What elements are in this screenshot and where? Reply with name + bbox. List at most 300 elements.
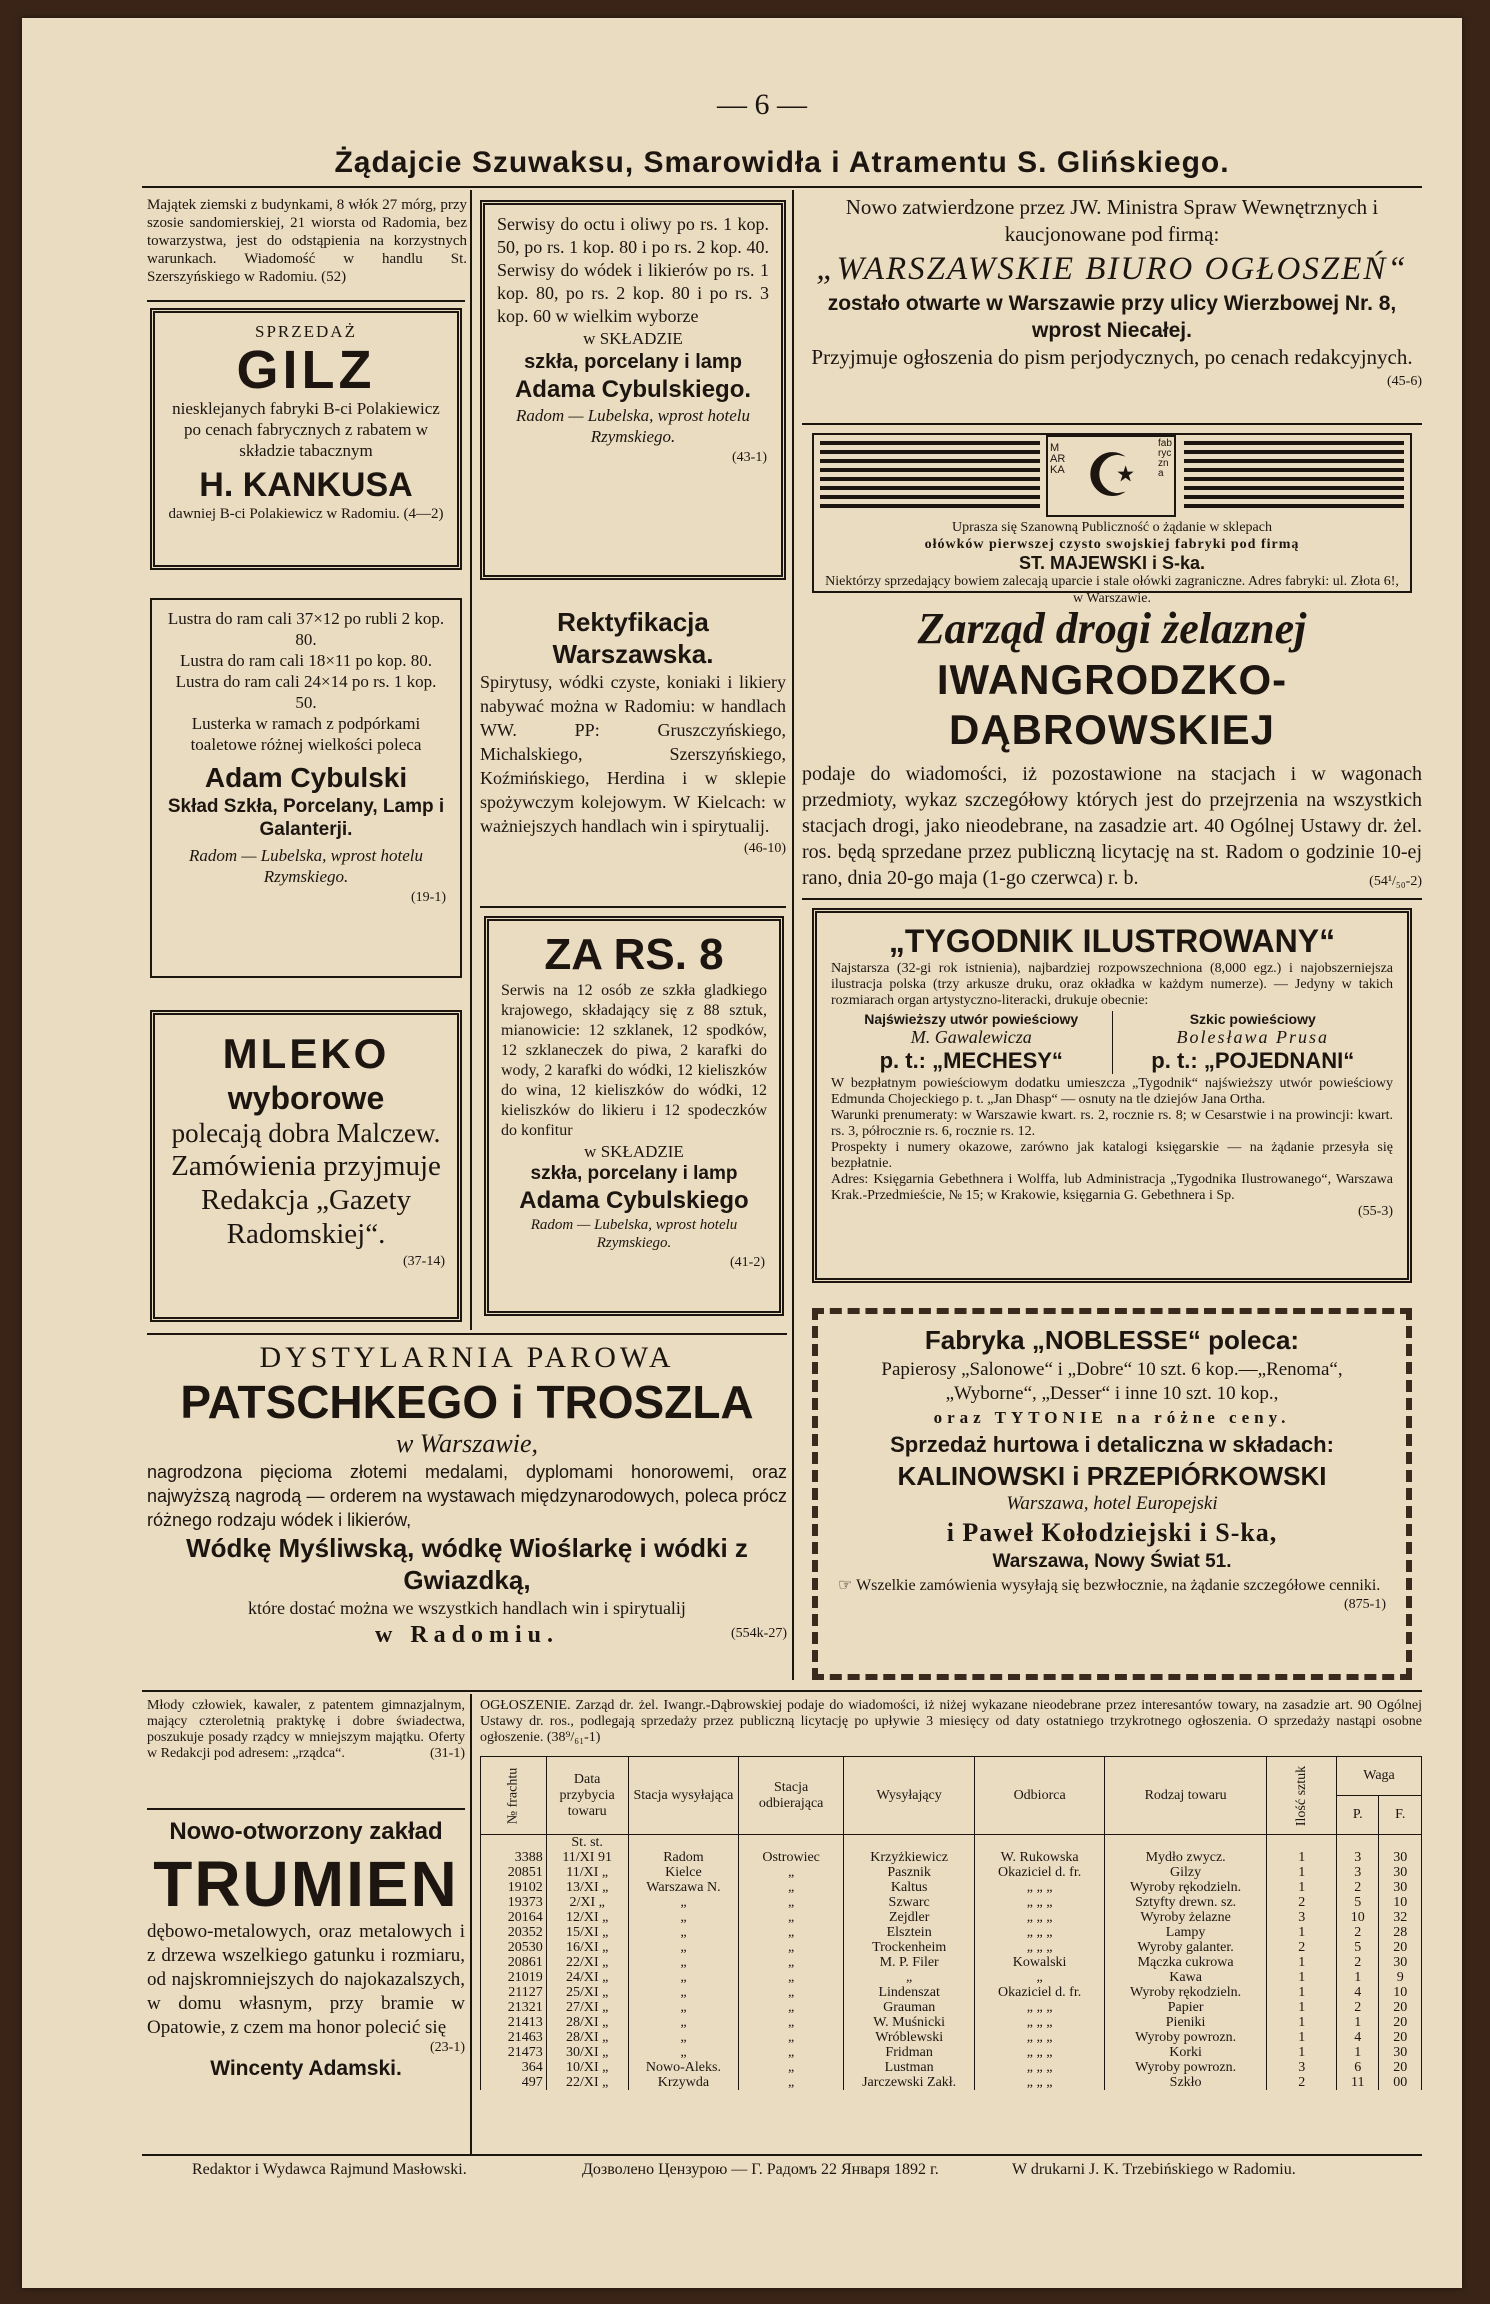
table-cell: Wyroby rękodzieln. xyxy=(1104,1985,1267,2000)
table-row xyxy=(481,2000,1422,2015)
tygodnik-works xyxy=(817,1009,1407,1074)
tygodnik-p1: W bezpłatnym powieściowym dodatku umieszcza „Tygodnik“ najświeższy utwór powieściowy Edmunda Chojeckiego p. t. „Jan Dhasp“ — osnuty na tle dziejów Jana Ortha. xyxy=(831,1076,1393,1107)
table-cell: 1 xyxy=(1267,2015,1337,2030)
table-row xyxy=(481,1985,1422,2000)
col-header-text: № frachtu xyxy=(505,1767,521,1824)
biuro-name: „WARSZAWSKIE BIURO OGŁOSZEŃ“ xyxy=(816,251,1408,287)
freight-header-row xyxy=(481,1757,1422,1796)
table-row xyxy=(481,1955,1422,1970)
glass-service-name: Adama Cybulskiego xyxy=(519,1187,749,1214)
table-cell: 4 xyxy=(1337,2030,1379,2045)
table-cell: 20851 xyxy=(481,1865,547,1880)
table-cell: 2 xyxy=(1337,1880,1379,1895)
table-cell: 30 xyxy=(1379,1955,1422,1970)
stripes-right xyxy=(1184,441,1404,509)
stripes-left xyxy=(820,441,1040,509)
trademark-fabryczna: fabryczna xyxy=(1158,438,1172,479)
table-cell: „ xyxy=(628,2015,739,2030)
table-cell: 30 xyxy=(1379,1865,1422,1880)
glass-service-text: Serwis na 12 osób ze szkła gladkiego krajowego, składający się z 88 sztuk, mianowicie: 12 szklanek, 12 spodków, 12 szklaneczek do piwa, 2 karafki do wody, 2 karafki do wódki, 12 kieliszków do wina, 12 kieliszków do wódki, 12 kieliszków do likieru i 12 spodeczków do konfitur xyxy=(501,982,767,1139)
railway-text: podaje do wiadomości, iż pozostawione na stacjach i w wagonach przedmioty, wykaz szczegółowy których jest do przejrzenia na wszystkich stacjach drogi, jako nieodebrane, na zasadzie art. 40 Ogólnej Ustawy dr. żel. ros. będą sprzedane przez publiczną licytację na st. Radom o godzinie 10-ej rano, dnia 20-go maja (1-go czerwca) r. b. xyxy=(802,763,1422,889)
table-cell xyxy=(628,1835,739,1851)
table-cell: 2 xyxy=(1337,2000,1379,2015)
mirrors-shop: Skład Szkła, Porcelany, Lamp i Galanterji. xyxy=(167,796,445,840)
table-cell: Trockenheim xyxy=(843,1940,975,1955)
young-man-code: (31-1) xyxy=(430,1746,465,1761)
table-cell: 10/XI „ xyxy=(546,2060,628,2075)
vinegar-address: Radom — Lubelska, wprost hotelu Rzymskiego. xyxy=(515,406,751,446)
footer-editor: Redaktor i Wydawca Rajmund Masłowski. xyxy=(192,2161,467,2178)
trademark-emblem xyxy=(1046,435,1176,517)
majewski-ad xyxy=(812,433,1412,606)
table-cell: „ xyxy=(628,2000,739,2015)
table-cell: „ xyxy=(739,1865,844,1880)
table-cell: 10 xyxy=(1379,1985,1422,2000)
glass-service-ad xyxy=(484,916,784,1316)
glass-service-where: w SKŁADZIE xyxy=(584,1142,684,1161)
noblesse-note-row xyxy=(818,1574,1406,1612)
coffin-title: TRUMIEN xyxy=(153,1848,459,1920)
table-cell: 20 xyxy=(1379,2030,1422,2045)
table-cell: 5 xyxy=(1337,1940,1379,1955)
table-row xyxy=(481,2045,1422,2060)
table-cell: Kaltus xyxy=(843,1880,975,1895)
mirrors-code: (19-1) xyxy=(411,890,446,905)
table-cell: Jarczewski Zakł. xyxy=(843,2075,975,2090)
mirrors-list xyxy=(152,600,460,755)
table-cell: „ xyxy=(739,2060,844,2075)
table-cell: 32 xyxy=(1379,1910,1422,1925)
table-cell: Sztyfty drewn. sz. xyxy=(1104,1895,1267,1910)
noblesse-line3: Sprzedaż hurtowa i detaliczna w składach: xyxy=(890,1432,1334,1457)
table-cell: 28/XI „ xyxy=(546,2030,628,2045)
table-cell: 30 xyxy=(1379,1880,1422,1895)
estate-ad: Majątek ziemski z budynkami, 8 włók 27 mórg, przy szosie sandomierskiej, 21 wiorsta od Radomia, bez towarzystwa, jest do odstąpienia na korzystnych warunkach. Wiadomość w handlu St. Szerszyńskiego w Radomiu. (52) xyxy=(147,197,467,285)
milk-body: polecają dobra Malczew. xyxy=(171,1118,441,1148)
table-cell: 30 xyxy=(1379,1850,1422,1865)
distillery-text1: nagrodzona pięcioma złotemi medalami, dyplomami honorowemi, oraz najwyższą nagrodą — orderem na wystawach międzynarodowych, poleca prócz różnego rodzaju wódek i likierów, xyxy=(147,1462,787,1530)
distillery-ad xyxy=(147,1340,787,1650)
table-row xyxy=(481,2030,1422,2045)
railway-title2: IWANGRODZKO-DĄBROWSKIEJ xyxy=(936,656,1288,753)
notice-code: (38⁹/₆₁-1) xyxy=(546,1730,601,1745)
table-cell: 15/XI „ xyxy=(546,1925,628,1940)
noblesse-addr1: Warszawa, hotel Europejski xyxy=(1006,1493,1218,1514)
table-cell: Okaziciel d. fr. xyxy=(975,1985,1104,2000)
table-cell: „ xyxy=(739,2030,844,2045)
vinegar-where: w SKŁADZIE xyxy=(583,329,683,348)
rektyfikacja-title: Rektyfikacja Warszawska. xyxy=(552,607,714,669)
table-cell: 20352 xyxy=(481,1925,547,1940)
table-cell: Okaziciel d. fr. xyxy=(975,1865,1104,1880)
table-cell: 21321 xyxy=(481,2000,547,2015)
table-cell: Grauman xyxy=(843,2000,975,2015)
gilz-ad xyxy=(150,308,462,570)
table-cell: 11/XI „ xyxy=(546,1865,628,1880)
table-cell: „ xyxy=(628,1895,739,1910)
table-cell: 20 xyxy=(1379,2060,1422,2075)
tygodnik-p3: Prospekty i numery okazowe, zarówno jak katalogi księgarskie — na żądanie przesyła się bezpłatnie. xyxy=(831,1140,1393,1171)
biuro-line2: zostało otwarte w Warszawie przy ulicy Wierzbowej Nr. 8, wprost Niecałej. xyxy=(827,292,1397,342)
table-cell: „ xyxy=(739,1940,844,1955)
table-cell: 24/XI „ xyxy=(546,1970,628,1985)
mirrors-ad xyxy=(150,598,462,978)
separator xyxy=(802,423,1422,425)
table-row xyxy=(481,1940,1422,1955)
table-cell: „ „ „ xyxy=(975,2045,1104,2060)
table-cell: M. P. Filer xyxy=(843,1955,975,1970)
table-cell: 3 xyxy=(1337,1865,1379,1880)
table-cell: 21473 xyxy=(481,2045,547,2060)
table-cell: 20 xyxy=(1379,1940,1422,1955)
milk-code: (37-14) xyxy=(403,1254,445,1269)
table-cell: 28/XI „ xyxy=(546,2015,628,2030)
tygodnik-intro: Najstarsza (32-gi rok istnienia), najbardziej rozpowszechniona (8,000 egz.) i najobszerniejsza ilustracja polska (trzy arkusze druku, oraz okładka w każdym numerze). — Jedyny w takich rozmiarach organ artystyczno-literacki, drukuje obecnie: xyxy=(831,961,1393,1008)
gilz-seller: H. KANKUSA xyxy=(199,466,413,504)
table-cell: 3 xyxy=(1267,2060,1337,2075)
table-row xyxy=(481,1865,1422,1880)
table-cell: 1 xyxy=(1267,1955,1337,1970)
table-cell: „ „ „ xyxy=(975,2015,1104,2030)
table-cell: Lampy xyxy=(1104,1925,1267,1940)
table-cell: 20530 xyxy=(481,1940,547,1955)
table-cell: „ xyxy=(628,1955,739,1970)
table-row xyxy=(481,2015,1422,2030)
table-cell: Wróblewski xyxy=(843,2030,975,2045)
table-cell: 11 xyxy=(1337,2075,1379,2090)
table-cell: 16/XI „ xyxy=(546,1940,628,1955)
table-cell: „ „ „ xyxy=(975,2075,1104,2090)
table-cell: „ xyxy=(739,1895,844,1910)
majewski-line3: Niektórzy sprzedający bowiem zalecają uparcie i stale ołówki zagraniczne. Adres fabryki: ul. Złota 6!, w Warszawie. xyxy=(825,574,1399,606)
table-cell: Lustman xyxy=(843,2060,975,2075)
table-cell: Kowalski xyxy=(975,1955,1104,1970)
table-cell: 1 xyxy=(1267,1985,1337,2000)
rektyfikacja-ad xyxy=(480,606,786,859)
left-head: Najświeższy utwór powieściowy xyxy=(864,1011,1079,1027)
railway-notice xyxy=(480,1698,1422,1746)
table-cell xyxy=(1267,1835,1337,1851)
mirrors-address: Radom — Lubelska, wprost hotelu Rzymskiego. xyxy=(188,846,424,886)
table-cell: Fridman xyxy=(843,2045,975,2060)
table-cell xyxy=(739,1835,844,1851)
distillery-text3: które dostać można we wszystkich handlach win i spirytualij xyxy=(248,1598,686,1618)
table-cell: 1 xyxy=(1267,1850,1337,1865)
table-cell: 1 xyxy=(1337,1970,1379,1985)
col-header xyxy=(1267,1757,1337,1835)
table-cell: 27/XI „ xyxy=(546,2000,628,2015)
table-cell: „ „ „ xyxy=(975,1880,1104,1895)
distillery-text2: Wódkę Myśliwską, wódkę Wioślarkę i wódki z Gwiazdką, xyxy=(186,1533,748,1595)
table-cell xyxy=(1337,1835,1379,1851)
table-row xyxy=(481,1970,1422,1985)
glass-service-goods: szkła, porcelany i lamp xyxy=(530,1163,738,1184)
vinegar-name: Adama Cybulskiego. xyxy=(514,376,752,403)
table-cell: 21127 xyxy=(481,1985,547,2000)
table-cell: 20861 xyxy=(481,1955,547,1970)
table-cell: Korki xyxy=(1104,2045,1267,2060)
distillery-line3: w Warszawie, xyxy=(395,1429,539,1458)
column-rule-bottom xyxy=(470,1694,472,2154)
tygodnik-ad xyxy=(812,908,1412,1283)
table-cell: 4 xyxy=(1337,1985,1379,2000)
separator xyxy=(142,1690,1422,1692)
table-cell: Wyroby powrozn. xyxy=(1104,2030,1267,2045)
table-cell: Krzyżkiewicz xyxy=(843,1850,975,1865)
table-cell: 2 xyxy=(1337,1955,1379,1970)
table-cell: „ xyxy=(739,1970,844,1985)
noblesse-addr2: Warszawa, Nowy Świat 51. xyxy=(992,1551,1232,1572)
coffin-body: dębowo-metalowych, oraz metalowych i z drzewa wszelkiego gatunku i rozmiaru, od najskromniejszych do najokazalszych, w domu własnym, przy bramie w Opatowie, z czem ma honor polecić się xyxy=(147,1921,465,2038)
footer-printer: W drukarni J. K. Trzebińskiego w Radomiu. xyxy=(1012,2161,1296,2178)
table-cell: 20 xyxy=(1379,2000,1422,2015)
tygodnik-left-work xyxy=(831,1011,1113,1074)
table-cell: Warszawa N. xyxy=(628,1880,739,1895)
footer-censor: Дозволено Цензурою — Г. Радомъ 22 Января 1892 г. xyxy=(582,2161,939,2178)
majewski-line1: Uprasza się Szanowną Publiczność o żądanie w sklepach xyxy=(952,520,1272,535)
biuro-line3: Przyjmuje ogłoszenia do pism perjodycznych, po cenach redakcyjnych. xyxy=(811,345,1413,369)
right-author: Bolesława Prusa xyxy=(1176,1027,1329,1047)
distillery-line1: DYSTYLARNIA PAROWA xyxy=(259,1341,675,1374)
table-cell: 2 xyxy=(1267,1895,1337,1910)
table-cell: „ xyxy=(628,1970,739,1985)
table-cell: Lindenszat xyxy=(843,1985,975,2000)
table-row xyxy=(481,1895,1422,1910)
pointing-hand-icon: ☞ xyxy=(838,1577,853,1594)
table-cell: 10 xyxy=(1379,1895,1422,1910)
table-cell: Elsztein xyxy=(843,1925,975,1940)
crescent-star-icon: ☪ xyxy=(1085,443,1139,509)
table-cell: Papier xyxy=(1104,2000,1267,2015)
table-cell: 00 xyxy=(1379,2075,1422,2090)
coffin-name: Wincenty Adamski. xyxy=(210,2057,402,2080)
vinegar-goods: szkła, porcelany i lamp xyxy=(524,351,742,373)
table-cell: 3 xyxy=(1267,1910,1337,1925)
table-cell: 3388 xyxy=(481,1850,547,1865)
mirrors-line: Lustra do ram cali 24×14 po rs. 1 kop. 50. xyxy=(175,672,437,712)
rektyfikacja-code: (46-10) xyxy=(744,841,786,856)
table-cell: Mączka cukrowa xyxy=(1104,1955,1267,1970)
table-cell xyxy=(843,1835,975,1851)
table-cell: „ xyxy=(739,1925,844,1940)
table-cell: „ „ „ xyxy=(975,2000,1104,2015)
table-cell: Szkło xyxy=(1104,2075,1267,2090)
table-row xyxy=(481,1850,1422,1865)
freight-body xyxy=(481,1835,1422,2091)
table-cell: Radom xyxy=(628,1850,739,1865)
table-cell: W. Rukowska xyxy=(975,1850,1104,1865)
railway-ad xyxy=(802,603,1422,892)
vinegar-code: (43-1) xyxy=(732,450,767,465)
separator xyxy=(147,1808,465,1810)
mirrors-line: Lustra do ram cali 37×12 po rubli 2 kop. 80. xyxy=(167,609,445,649)
table-cell: „ xyxy=(739,2015,844,2030)
noblesse-code: (875-1) xyxy=(1344,1597,1386,1612)
tygodnik-p2: Warunki prenumeraty: w Warszawie kwart. rs. 2, rocznie rs. 8; w Cesarstwie i na prowincji: kwart. rs. 3, półrocznie rs. 6, rocznie rs. 12. xyxy=(831,1108,1393,1139)
page-number: — 6 — xyxy=(717,88,807,121)
right-head: Szkic powieściowy xyxy=(1189,1011,1316,1027)
table-cell: 20 xyxy=(1379,2015,1422,2030)
separator xyxy=(147,300,465,302)
table-cell: 20164 xyxy=(481,1910,547,1925)
vinegar-text: Serwisy do octu i oliwy po rs. 1 kop. 50, po rs. 1 kop. 80 i po rs. 2 kop. 40. Serwisy do wódek i likierów po rs. 1 kop. 80, po rs. 2 kop. 80 i po rs. 3 kop. 60 w wielkim wyborze xyxy=(497,214,769,326)
table-cell: 11/XI 91 xyxy=(546,1850,628,1865)
table-cell: „ xyxy=(628,1925,739,1940)
table-cell: 1 xyxy=(1267,1925,1337,1940)
table-cell: Wyroby powrozn. xyxy=(1104,2060,1267,2075)
table-cell: „ xyxy=(739,2000,844,2015)
table-cell: Kielce xyxy=(628,1865,739,1880)
table-cell: „ xyxy=(739,2075,844,2090)
freight-stst-row xyxy=(481,1835,1422,1851)
col-header: Odbiorca xyxy=(975,1757,1104,1835)
coffin-zaklad: Nowo-otworzony zakład xyxy=(169,1818,443,1845)
table-cell: Kawa xyxy=(1104,1970,1267,1985)
table-cell: 22/XI „ xyxy=(546,2075,628,2090)
col-subheader: P. xyxy=(1337,1796,1379,1835)
tygodnik-right-work xyxy=(1113,1011,1394,1074)
table-cell: 1 xyxy=(1337,2045,1379,2060)
noblesse-shop2: i Paweł Kołodziejski i S-ka, xyxy=(946,1518,1278,1547)
table-cell: 30/XI „ xyxy=(546,2045,628,2060)
distillery-text4: w Radomiu. xyxy=(374,1622,560,1648)
table-cell: „ „ „ xyxy=(975,1910,1104,1925)
railway-code: (54¹/₅₀-2) xyxy=(1369,874,1422,889)
noblesse-ad xyxy=(812,1308,1412,1680)
table-cell: „ xyxy=(628,1940,739,1955)
table-cell: 3 xyxy=(1337,1850,1379,1865)
table-cell: Wyroby żelazne xyxy=(1104,1910,1267,1925)
notice-text: OGŁOSZENIE. Zarząd dr. żel. Iwangr.-Dąbrowskiej podaje do wiadomości, iż niżej wykazane nieodebrane przez interesantów towary, na zasadzie art. 90 Ogólnej Ustawy dr. ros., podlegają sprzedaży przez publiczną licytację po upływie 3 miesięcy od daty ostatniego trzykrotnego ogłoszenia. O sprzedaży nastąpi osobne ogłoszenie. xyxy=(480,1698,1422,1745)
right-work: p. t.: „POJEDNANI“ xyxy=(1151,1048,1355,1073)
milk-title: MLEKO xyxy=(222,1030,390,1077)
majewski-name: ST. MAJEWSKI i S-ka. xyxy=(1018,553,1206,573)
table-cell: „ xyxy=(739,2045,844,2060)
table-cell: 1 xyxy=(1267,1880,1337,1895)
left-work: p. t.: „MECHESY“ xyxy=(879,1048,1063,1073)
rektyfikacja-text: Spirytusy, wódki czyste, koniaki i likiery nabywać można w Radomiu: w handlach WW. PP: Gruszczyńskiego, Michalskiego, Szerszyńskiego, Koźmińskiego, Herdina i w sklepie spożywczym kolejowym. W Kielcach: w ważniejszych handlach win i spirytualij. xyxy=(480,672,786,836)
table-cell: 19373 xyxy=(481,1895,547,1910)
glass-service-title: ZA RS. 8 xyxy=(544,930,724,979)
column-rule-1 xyxy=(470,190,472,1330)
table-cell: 1 xyxy=(1267,2000,1337,2015)
milk-sub: wyborowe xyxy=(227,1080,385,1116)
banner-headline: Żądajcie Szuwaksu, Smarowidła i Atramentu S. Glińskiego. xyxy=(334,146,1230,179)
table-cell: W. Muśnicki xyxy=(843,2015,975,2030)
col-header: Wysyłający xyxy=(843,1757,975,1835)
table-cell: 10 xyxy=(1337,1910,1379,1925)
table-cell: „ „ „ xyxy=(975,2030,1104,2045)
table-cell: 21413 xyxy=(481,2015,547,2030)
col-header xyxy=(481,1757,547,1835)
table-cell: 1 xyxy=(1267,1970,1337,1985)
table-cell: Wyroby galanter. xyxy=(1104,1940,1267,1955)
table-cell: „ xyxy=(628,1985,739,2000)
coffin-ad xyxy=(147,1816,465,2082)
milk-orders: Zamówienia przyjmuje Redakcja „Gazety Radomskiej“. xyxy=(171,1150,441,1250)
mirrors-line: Lusterka w ramach z podpórkami toaletowe różnej wielkości poleca xyxy=(190,714,422,754)
table-cell: „ xyxy=(628,1910,739,1925)
biuro-line1: Nowo zatwierdzone przez JW. Ministra Spraw Wewnętrznych i kaucjonowane pod firmą: xyxy=(845,195,1379,246)
tygodnik-title: „TYGODNIK ILUSTROWANY“ xyxy=(888,923,1336,959)
table-cell: 28 xyxy=(1379,1925,1422,1940)
table-cell: „ xyxy=(739,1985,844,2000)
table-cell: Zejdler xyxy=(843,1910,975,1925)
table-cell: 19102 xyxy=(481,1880,547,1895)
col-header: Waga xyxy=(1337,1757,1422,1796)
table-cell: Wyroby rękodzieln. xyxy=(1104,1880,1267,1895)
table-cell: 2 xyxy=(1337,1925,1379,1940)
table-cell: „ „ „ xyxy=(975,1895,1104,1910)
glass-service-code: (41-2) xyxy=(730,1255,765,1270)
table-cell: „ „ „ xyxy=(975,2060,1104,2075)
table-cell: 497 xyxy=(481,2075,547,2090)
table-cell: 13/XI „ xyxy=(546,1880,628,1895)
mirrors-name: Adam Cybulski xyxy=(204,762,408,793)
table-row xyxy=(481,1925,1422,1940)
noblesse-note: Wszelkie zamówienia wysyłają się bezwłocznie, na żądanie szczegółowe cenniki. xyxy=(856,1577,1381,1594)
noblesse-shop1: KALINOWSKI i PRZEPIÓRKOWSKI xyxy=(897,1461,1327,1491)
table-cell: Szwarc xyxy=(843,1895,975,1910)
col-header-text: Ilość sztuk xyxy=(1293,1765,1309,1826)
noblesse-line2: oraz TYTONIE na różne ceny. xyxy=(933,1408,1291,1427)
trademark-marka: MARKA xyxy=(1050,442,1066,476)
table-cell xyxy=(1104,1835,1267,1851)
table-cell: 21019 xyxy=(481,1970,547,1985)
railway-title1: Zarząd drogi żelaznej xyxy=(917,604,1307,653)
vinegar-service-ad xyxy=(480,200,786,580)
table-cell: 12/XI „ xyxy=(546,1910,628,1925)
table-cell: „ xyxy=(628,2045,739,2060)
gilz-body: niesklejanych fabryki B-ci Polakiewicz po cenach fabrycznych z rabatem w składzie tabacznym xyxy=(172,399,440,460)
col-header: Stacja odbierająca xyxy=(739,1757,844,1835)
noblesse-title: Fabryka „NOBLESSE“ poleca: xyxy=(924,1325,1300,1355)
table-cell: Gilzy xyxy=(1104,1865,1267,1880)
table-cell: Pieniki xyxy=(1104,2015,1267,2030)
freight-table xyxy=(480,1756,1422,2090)
table-cell: 30 xyxy=(1379,2045,1422,2060)
table-cell: 5 xyxy=(1337,1895,1379,1910)
table-cell: „ „ „ xyxy=(975,1925,1104,1940)
table-row xyxy=(481,1880,1422,1895)
distillery-line2: PATSCHKEGO i TROSZLA xyxy=(180,1376,754,1428)
table-cell: St. st. xyxy=(546,1835,628,1851)
col-header: Rodzaj towaru xyxy=(1104,1757,1267,1835)
table-cell: 2 xyxy=(1267,1940,1337,1955)
gilz-footer: dawniej B-ci Polakiewicz w Radomiu. (4—2) xyxy=(168,506,444,522)
table-cell: Nowo-Aleks. xyxy=(628,2060,739,2075)
tygodnik-body xyxy=(817,1074,1407,1220)
table-cell: „ xyxy=(739,1910,844,1925)
column-rule-2 xyxy=(792,190,794,1680)
table-cell: „ xyxy=(843,1970,975,1985)
tygodnik-p4: Adres: Księgarnia Gebethnera i Wolffa, lub Administracja „Tygodnika Ilustrowanego“, Warszawa Krak.-Przedmieście, № 15; w Krakowie, księgarnia G. Gebethnera i Sp. xyxy=(831,1172,1393,1203)
table-cell: 22/XI „ xyxy=(546,1955,628,1970)
table-cell xyxy=(975,1835,1104,1851)
col-header: Stacja wysyłająca xyxy=(628,1757,739,1835)
tygodnik-code: (55-3) xyxy=(1358,1204,1393,1219)
glass-service-address: Radom — Lubelska, wprost hotelu Rzymskiego. xyxy=(530,1217,738,1251)
separator xyxy=(147,1333,787,1335)
table-cell: Krzywda xyxy=(628,2075,739,2090)
col-subheader: F. xyxy=(1379,1796,1422,1835)
majewski-text xyxy=(822,519,1402,607)
banner-rule xyxy=(142,186,1422,188)
table-cell: 2 xyxy=(1267,2075,1337,2090)
table-row xyxy=(481,2075,1422,2090)
table-cell: Mydło zwycz. xyxy=(1104,1850,1267,1865)
newspaper-page xyxy=(22,18,1462,2288)
